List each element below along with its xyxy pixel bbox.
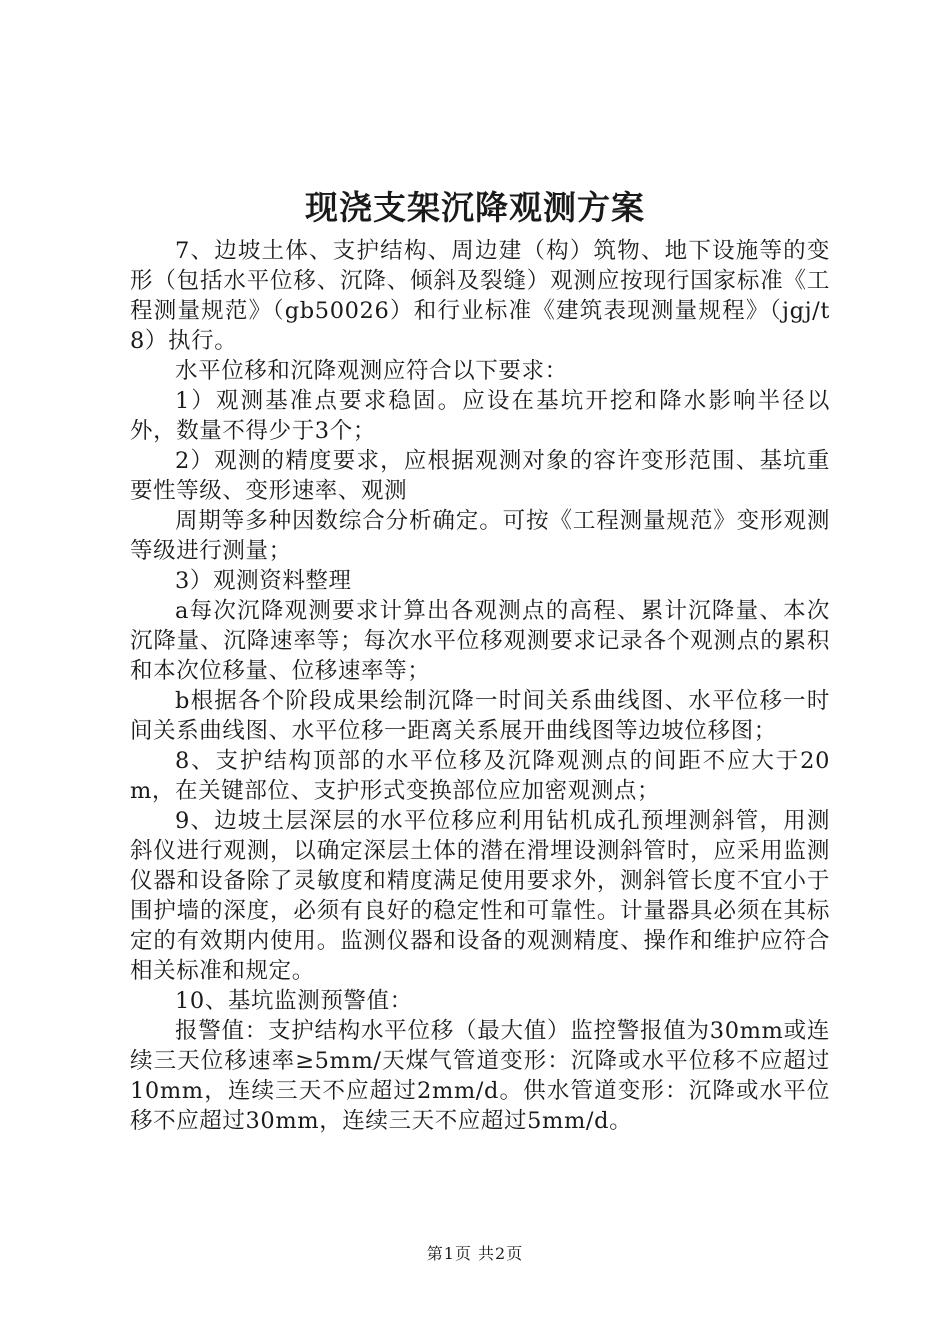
- paragraph: 周期等多种因数综合分析确定。可按《工程测量规范》变形观测等级进行测量；: [130, 508, 830, 564]
- paragraph: 2）观测的精度要求，应根据观测对象的容许变形范围、基坑重要性等级、变形速率、观测: [130, 448, 830, 504]
- paragraph: 8、支护结构顶部的水平位移及沉降观测点的间距不应大于20m，在关键部位、支护形式变换部位应加密观测点；: [130, 748, 830, 804]
- paragraph: 报警值：支护结构水平位移（最大值）监控警报值为30mm或连续三天位移速率≥5mm/天煤气管道变形：沉降或水平位移不应超过10mm，连续三天不应超过2mm/d。供水管道变形：沉降或水平位移不应超过30mm，连续三天不应超过5mm/d。: [130, 1018, 830, 1134]
- paragraph: 1）观测基准点要求稳固。应设在基坑开挖和降水影响半径以外，数量不得少于3个；: [130, 388, 830, 444]
- paragraph: 7、边坡土体、支护结构、周边建（构）筑物、地下设施等的变形（包括水平位移、沉降、倾斜及裂缝）观测应按现行国家标准《工程测量规范》（gb50026）和行业标准《建筑表现测量规程》（jgj/t8）执行。: [130, 238, 830, 354]
- paragraph: 9、边坡土层深层的水平位移应利用钻机成孔预埋测斜管，用测斜仪进行观测，以确定深层土体的潜在滑埋设测斜管时，应采用监测仪器和设备除了灵敏度和精度满足使用要求外，测斜管长度不宜小于围护墙的深度，必须有良好的稳定性和可靠性。计量器具必须在其标定的有效期内使用。监测仪器和设备的观测精度、操作和维护应符合相关标准和规定。: [130, 808, 830, 984]
- paragraph: b根据各个阶段成果绘制沉降一时间关系曲线图、水平位移一时间关系曲线图、水平位移一距离关系展开曲线图等边坡位移图；: [130, 688, 830, 744]
- document-body: [130, 236, 830, 1136]
- paragraph: 3）观测资料整理: [175, 568, 352, 594]
- paragraph: 水平位移和沉降观测应符合以下要求：: [175, 358, 568, 384]
- page-title: 现浇支架沉降观测方案: [305, 188, 645, 227]
- paragraph: a每次沉降观测要求计算出各观测点的高程、累计沉降量、本次沉降量、沉降速率等；每次水平位移观测要求记录各个观测点的累积和本次位移量、位移速率等；: [130, 598, 830, 684]
- page-number: 第1页 共2页: [426, 1244, 524, 1263]
- paragraph: 10、基坑监测预警值：: [175, 988, 413, 1014]
